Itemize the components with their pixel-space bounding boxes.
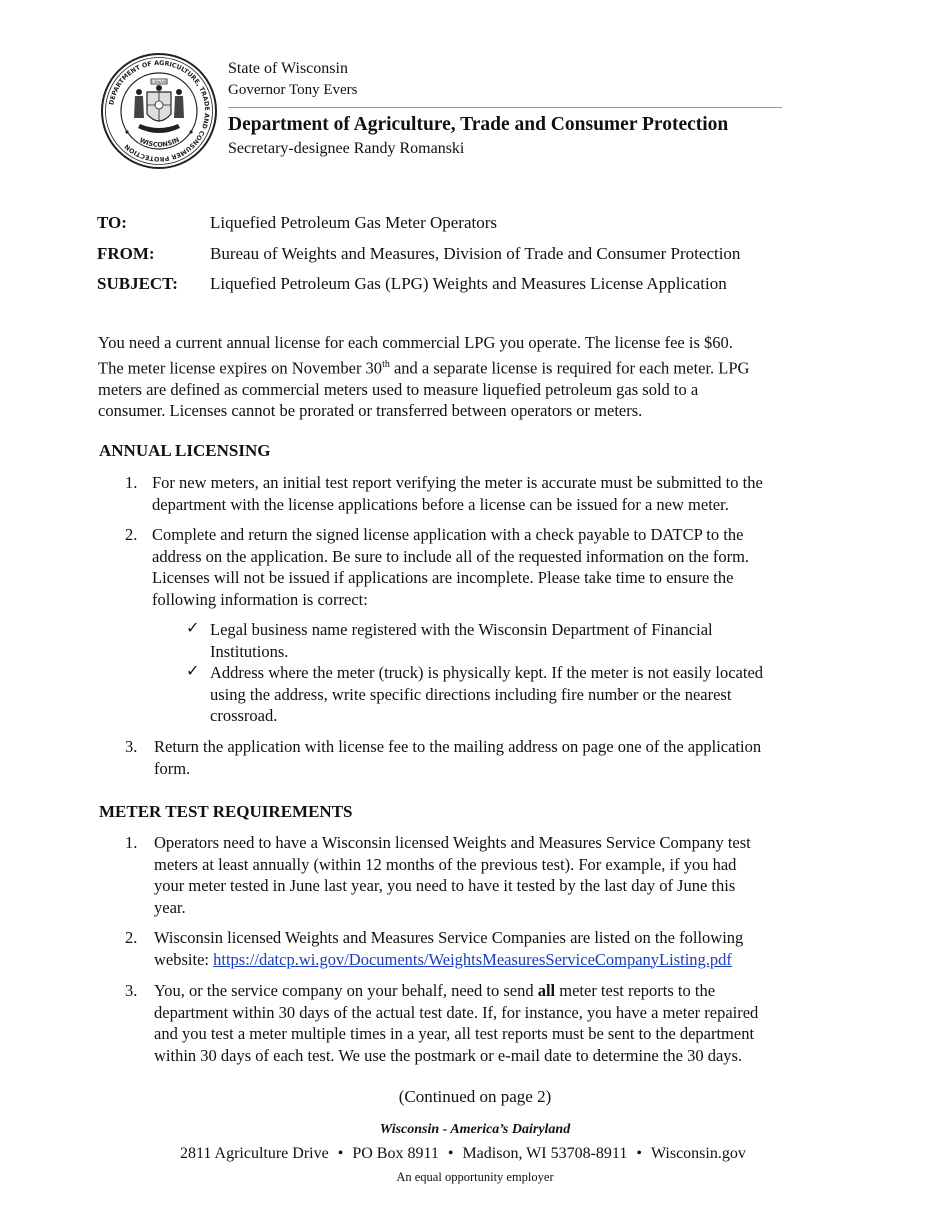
memo-from-label: FROM: bbox=[97, 244, 155, 263]
equal-opportunity-note: An equal opportunity employer bbox=[396, 1170, 554, 1184]
checkmark-icon: ✓ bbox=[186, 663, 200, 680]
intro-text: The meter license expires on November 30 bbox=[98, 358, 383, 377]
footer-address bbox=[180, 1145, 746, 1163]
list-line: Institutions. bbox=[210, 641, 289, 661]
list-number: 2. bbox=[125, 928, 138, 947]
list-line: Licenses will not be issued if applications are incomplete. Please take time to ensure the bbox=[152, 568, 734, 587]
footer-motto: Wisconsin - America’s Dairyland bbox=[379, 1122, 571, 1137]
list-text: meter test reports to the bbox=[555, 981, 716, 1000]
list-line bbox=[154, 949, 874, 971]
memo-to-value: Liquefied Petroleum Gas Meter Operators bbox=[210, 213, 498, 232]
address-street: 2811 Agriculture Drive bbox=[180, 1145, 329, 1162]
list-item bbox=[154, 927, 874, 970]
list-line bbox=[154, 980, 874, 1002]
list-line: Wisconsin licensed Weights and Measures Service Companies are listed on the following bbox=[154, 928, 744, 947]
intro-line: consumer. Licenses cannot be prorated or transferred between operators or meters. bbox=[98, 401, 643, 420]
list-number: 2. bbox=[125, 525, 138, 544]
intro-line: meters are defined as commercial meters used to measure liquefied petroleum gas sold to a bbox=[98, 379, 699, 399]
list-line: Complete and return the signed license application with a check payable to DATCP to the bbox=[152, 525, 744, 544]
list-line: Legal business name registered with the Wisconsin Department of Financial bbox=[210, 620, 713, 639]
list-line: within 30 days of each test. We use the postmark or e-mail date to determine the 30 days. bbox=[154, 1045, 743, 1065]
list-line: year. bbox=[154, 897, 186, 917]
department-seal-logo bbox=[100, 52, 218, 170]
memo-subject-value: Liquefied Petroleum Gas (LPG) Weights and Measures License Application bbox=[210, 274, 727, 293]
annual-licensing-heading: ANNUAL LICENSING bbox=[99, 441, 271, 460]
list-number: 1. bbox=[125, 473, 138, 492]
memo-subject-label: SUBJECT: bbox=[97, 274, 178, 293]
intro-superscript: th bbox=[382, 358, 390, 370]
service-company-listing-link[interactable]: https://datcp.wi.gov/Documents/WeightsMeasuresServiceCompanyListing.pdf bbox=[213, 949, 732, 969]
list-text: website: bbox=[154, 949, 214, 969]
list-item bbox=[154, 980, 874, 1066]
list-item bbox=[154, 832, 874, 918]
list-line: address on the application. Be sure to include all of the requested information on the form. bbox=[152, 546, 750, 566]
checklist-item bbox=[210, 662, 860, 727]
intro-text: and a separate license is required for each meter. LPG bbox=[389, 358, 750, 377]
intro-line: You need a current annual license for each commercial LPG you operate. The license fee is $60. bbox=[98, 333, 733, 352]
list-number: 1. bbox=[125, 833, 138, 852]
address-pobox: PO Box 8911 bbox=[352, 1145, 439, 1162]
list-line: Return the application with license fee to the mailing address on page one of the application bbox=[154, 737, 762, 756]
intro-line bbox=[98, 354, 858, 379]
list-line: Address where the meter (truck) is physically kept. If the meter is not easily located bbox=[210, 663, 764, 682]
svg-text:WISCONSIN: WISCONSIN bbox=[138, 135, 181, 149]
list-item bbox=[152, 472, 872, 515]
address-website: Wisconsin.gov bbox=[650, 1145, 746, 1162]
checkmark-icon: ✓ bbox=[186, 620, 200, 637]
list-line: For new meters, an initial test report verifying the meter is accurate must be submitted to the bbox=[152, 473, 763, 492]
list-line: department with the license applications before a license can be issued for a new meter. bbox=[152, 494, 729, 514]
list-item bbox=[154, 736, 874, 779]
letterhead-state: State of Wisconsin bbox=[228, 60, 348, 77]
meter-test-heading: METER TEST REQUIREMENTS bbox=[99, 802, 353, 821]
letterhead-secretary: Secretary-designee Randy Romanski bbox=[228, 140, 465, 157]
memo-to-label: TO: bbox=[97, 213, 127, 232]
bullet-separator: • bbox=[636, 1145, 642, 1162]
list-line: Operators need to have a Wisconsin licensed Weights and Measures Service Company test bbox=[154, 833, 751, 852]
continued-note: (Continued on page 2) bbox=[398, 1087, 552, 1106]
bullet-separator: • bbox=[337, 1145, 344, 1162]
bullet-separator: • bbox=[447, 1145, 454, 1162]
list-item bbox=[152, 524, 872, 610]
intro-paragraph bbox=[98, 332, 858, 422]
list-number: 3. bbox=[125, 737, 138, 756]
address-city: Madison, WI 53708-8911 bbox=[462, 1145, 628, 1162]
list-line: and you test a meter multiple times in a year, all test reports must be sent to the department bbox=[154, 1024, 755, 1043]
list-line: using the address, write specific directions including fire number or the nearest bbox=[210, 684, 732, 704]
list-line: crossroad. bbox=[210, 706, 278, 725]
checklist-item bbox=[210, 619, 860, 662]
list-line: your meter tested in June last year, you need to have it tested by the last day of June this bbox=[154, 876, 736, 895]
list-text: You, or the service company on your behalf, need to send bbox=[154, 981, 538, 1000]
letterhead-governor: Governor Tony Evers bbox=[228, 82, 358, 98]
svg-text:FORWARD: FORWARD bbox=[150, 80, 168, 84]
list-number: 3. bbox=[125, 981, 138, 1000]
letterhead-divider bbox=[228, 107, 782, 108]
list-line: meters at least annually (within 12 months of the previous test). For example, if you had bbox=[154, 854, 737, 874]
list-line: following information is correct: bbox=[152, 589, 368, 609]
list-line: form. bbox=[154, 758, 191, 778]
memo-from-value: Bureau of Weights and Measures, Division of Trade and Consumer Protection bbox=[210, 244, 741, 263]
emphasis-text: all bbox=[537, 981, 556, 1000]
letterhead-department: Department of Agriculture, Trade and Consumer Protection bbox=[228, 114, 729, 135]
svg-text:DEPARTMENT OF AGRICULTURE, TRA: DEPARTMENT OF AGRICULTURE, TRADE AND CONSUMER PROTECTION bbox=[108, 59, 211, 163]
list-line: department within 30 days of the actual test date. If, for instance, you have a meter repaired bbox=[154, 1002, 759, 1022]
